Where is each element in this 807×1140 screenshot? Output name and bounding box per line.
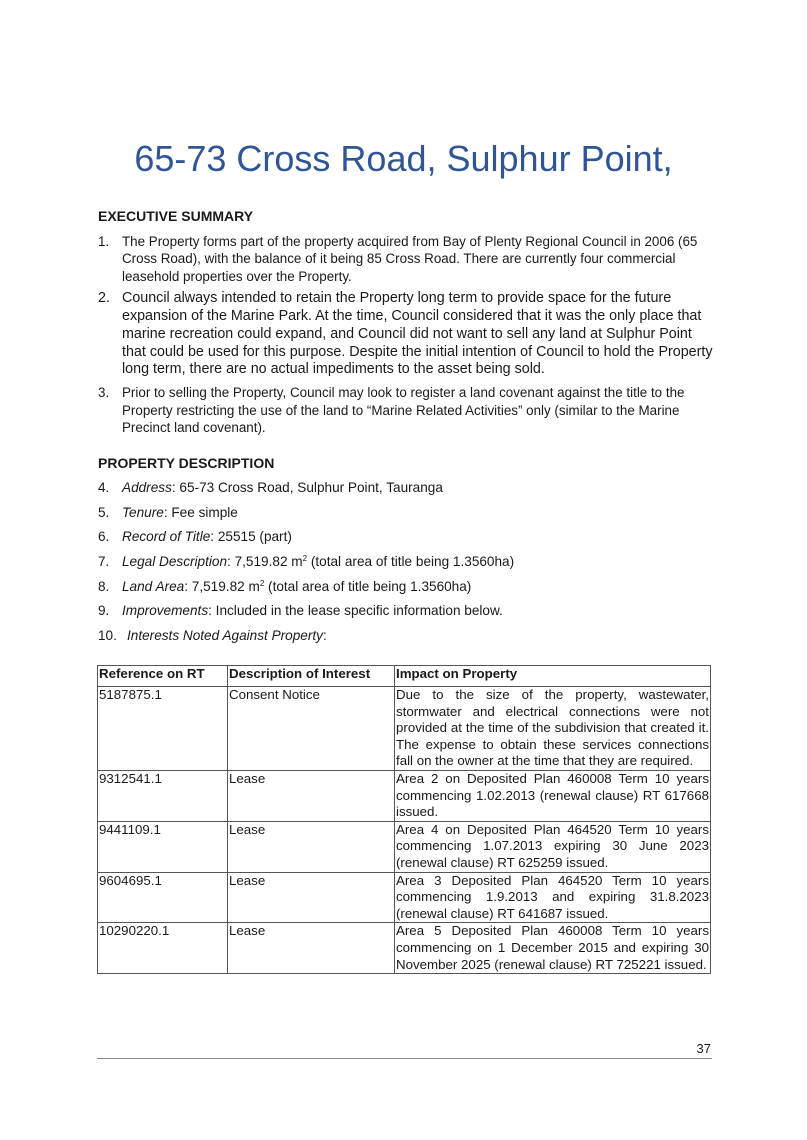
item-value: : (322, 628, 327, 644)
item-value: : Fee simple (163, 504, 238, 520)
cell-description: Lease (228, 770, 395, 821)
item-label: Legal Description (122, 554, 228, 570)
item-label: Record of Title (122, 529, 211, 545)
item-number: 8. (98, 578, 110, 594)
summary-paragraph-3 (98, 384, 713, 436)
item-value: : 7,519.82 m (227, 554, 303, 570)
cell-impact: Area 5 Deposited Plan 460008 Term 10 years commencing on 1 December 2015 and expiring 30 November 2025 (renewal clause) RT 725221 issued. (395, 923, 711, 974)
item-number: 6. (98, 529, 110, 545)
table-row (98, 687, 711, 771)
summary-paragraph-1 (98, 233, 713, 285)
item-label: Improvements (122, 603, 209, 619)
table-row (98, 770, 711, 821)
item-value: : Included in the lease specific information below. (208, 603, 503, 619)
cell-description: Consent Notice (228, 687, 395, 771)
cell-reference: 10290220.1 (98, 923, 228, 974)
page-number: 37 (696, 1041, 711, 1056)
item-value: : 65-73 Cross Road, Sulphur Point, Tauranga (171, 480, 443, 495)
table-row (98, 872, 711, 923)
property-item-tenure (98, 504, 713, 529)
item-value: : 7,519.82 m (184, 578, 260, 594)
table-row (98, 821, 711, 872)
cell-reference: 9604695.1 (98, 872, 228, 923)
summary-paragraph-2 (98, 290, 713, 379)
property-item-improvements (98, 602, 713, 627)
item-number: 7. (98, 554, 110, 570)
table-row (98, 923, 711, 974)
property-item-land-area (98, 578, 713, 603)
paragraph-text: The Property forms part of the property acquired from Bay of Plenty Regional Council in 2006 (65 Cross Road), with the balance of it being 85 Cross Road. There are currently four commercial leasehold properties over the Property. (122, 234, 698, 284)
cell-impact: Area 4 on Deposited Plan 464520 Term 10 years commencing 1.07.2013 expiring 30 June 2023 (renewal clause) RT 625259 issued. (395, 821, 711, 872)
item-number: 9. (98, 603, 110, 619)
paragraph-number: 3. (98, 385, 110, 401)
column-header-impact: Impact on Property (395, 666, 711, 687)
item-label: Address (122, 480, 172, 495)
column-header-reference: Reference on RT (98, 666, 228, 687)
cell-reference: 9441109.1 (98, 821, 228, 872)
property-item-record-of-title (98, 528, 713, 553)
item-value: : 25515 (part) (210, 529, 292, 545)
executive-summary-list (98, 233, 713, 441)
property-item-legal-description (98, 553, 713, 578)
interests-table (97, 665, 711, 974)
cell-impact: Due to the size of the property, wastewater, stormwater and electrical connections were not provided at the time of the subdivision that created it. The expense to obtain these services connections fall on the owner at the time that they are required. (395, 687, 711, 771)
item-label: Tenure (122, 504, 164, 520)
item-value-after: (total area of title being 1.3560ha) (264, 578, 472, 594)
paragraph-text: Council always intended to retain the Property long term to provide space for the future expansion of the Marine Park. At the time, Council considered that it was the only place that marine recreation could expand, and Council did not want to sell any land at Sulphur Point that could be used for this purpose. Despite the initial intention of Council to hold the Property long term, there are no actual impediments to the asset being sold. (122, 290, 713, 378)
paragraph-number: 2. (98, 290, 110, 307)
property-description-heading: PROPERTY DESCRIPTION (98, 455, 275, 471)
cell-impact: Area 3 Deposited Plan 464520 Term 10 years commencing 1.9.2013 and expiring 31.8.2023 (renewal clause) RT 641687 issued. (395, 872, 711, 923)
property-description-list (98, 479, 713, 652)
cell-description: Lease (228, 821, 395, 872)
footer-divider (97, 1058, 712, 1059)
cell-reference: 9312541.1 (98, 770, 228, 821)
table-header-row (98, 666, 711, 687)
item-value-after: (total area of title being 1.3560ha) (307, 554, 515, 570)
page-title: 65-73 Cross Road, Sulphur Point, (134, 138, 673, 179)
item-label: Interests Noted Against Property (127, 628, 323, 644)
cell-description: Lease (228, 923, 395, 974)
superscript: 2 (259, 578, 265, 588)
item-number: 4. (98, 480, 110, 495)
property-item-interests (98, 627, 713, 652)
property-item-address (98, 479, 713, 504)
paragraph-number: 1. (98, 234, 110, 249)
cell-description: Lease (228, 872, 395, 923)
item-number: 5. (98, 504, 110, 520)
cell-impact: Area 2 on Deposited Plan 460008 Term 10 years commencing 1.02.2013 (renewal clause) RT 617668 issued. (395, 770, 711, 821)
item-number: 10. (98, 628, 117, 644)
superscript: 2 (302, 554, 308, 564)
cell-reference: 5187875.1 (98, 687, 228, 771)
executive-summary-heading: EXECUTIVE SUMMARY (98, 208, 254, 224)
column-header-description: Description of Interest (228, 666, 395, 687)
item-label: Land Area (122, 578, 185, 594)
paragraph-text: Prior to selling the Property, Council may look to register a land covenant against the title to the Property restricting the use of the land to “Marine Related Activities” only (similar to the Marine Precinct land covenant). (122, 385, 685, 436)
